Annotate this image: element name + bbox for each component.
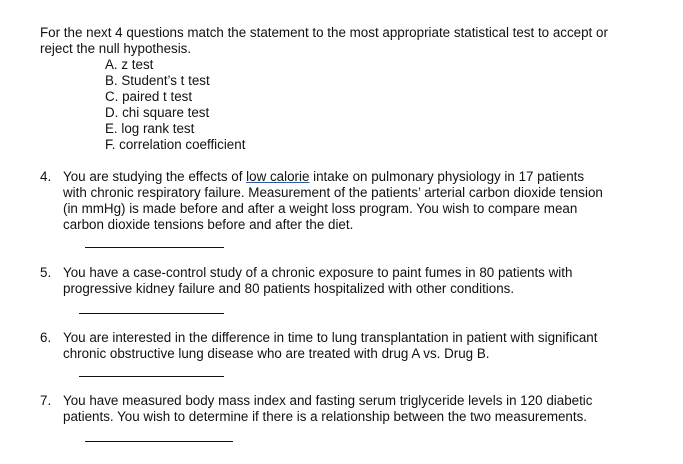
question-text <box>63 393 653 425</box>
question-line: patients. You wish to determine if there is a relationship between the two measurements. <box>63 409 588 424</box>
question-text <box>63 265 653 297</box>
text-segment: intake on pulmonary physiology in 17 patients <box>309 169 585 184</box>
question-line: You have a case-control study of a chronic exposure to paint fumes in 80 patients with <box>63 265 573 280</box>
question-number: 5. <box>40 265 52 280</box>
option-d: D. chi square test <box>105 105 210 120</box>
option-c: C. paired t test <box>105 89 193 104</box>
answer-blank-7[interactable] <box>85 441 233 442</box>
text-segment: You are studying the effects of <box>63 169 247 184</box>
question-line: carbon dioxide tensions before and after the diet. <box>63 217 354 232</box>
question-number: 7. <box>40 393 52 408</box>
answer-blank-4[interactable] <box>85 247 224 248</box>
instructions <box>40 25 670 57</box>
option-f: F. correlation coefficient <box>105 137 246 152</box>
underlined-term: low calorie <box>246 169 310 184</box>
option-e: E. log rank test <box>105 121 195 136</box>
question-line <box>63 169 653 185</box>
question-line: You are interested in the difference in time to lung transplantation in patient with significant <box>63 330 598 345</box>
instructions-line-2: reject the null hypothesis. <box>40 41 192 56</box>
question-number: 6. <box>40 330 52 345</box>
question-text <box>63 330 653 362</box>
question-text <box>63 169 653 233</box>
answer-blank-6[interactable] <box>79 376 224 377</box>
question-line: chronic obstructive lung disease who are treated with drug A vs. Drug B. <box>63 346 490 361</box>
question-line: (in mmHg) is made before and after a weight loss program. You wish to compare mean <box>63 201 578 216</box>
test-options-list <box>105 57 245 153</box>
answer-blank-5[interactable] <box>79 313 224 314</box>
question-line: with chronic respiratory failure. Measurement of the patients’ arterial carbon dioxide tension <box>63 185 603 200</box>
option-a: A. z test <box>105 57 154 72</box>
question-line: You have measured body mass index and fasting serum triglyceride levels in 120 diabetic <box>63 393 593 408</box>
question-line: progressive kidney failure and 80 patients hospitalized with other conditions. <box>63 281 515 296</box>
instructions-line-1: For the next 4 questions match the statement to the most appropriate statistical test to accept or <box>40 25 608 40</box>
question-number: 4. <box>40 169 52 184</box>
option-b: B. Student’s t test <box>105 73 210 88</box>
